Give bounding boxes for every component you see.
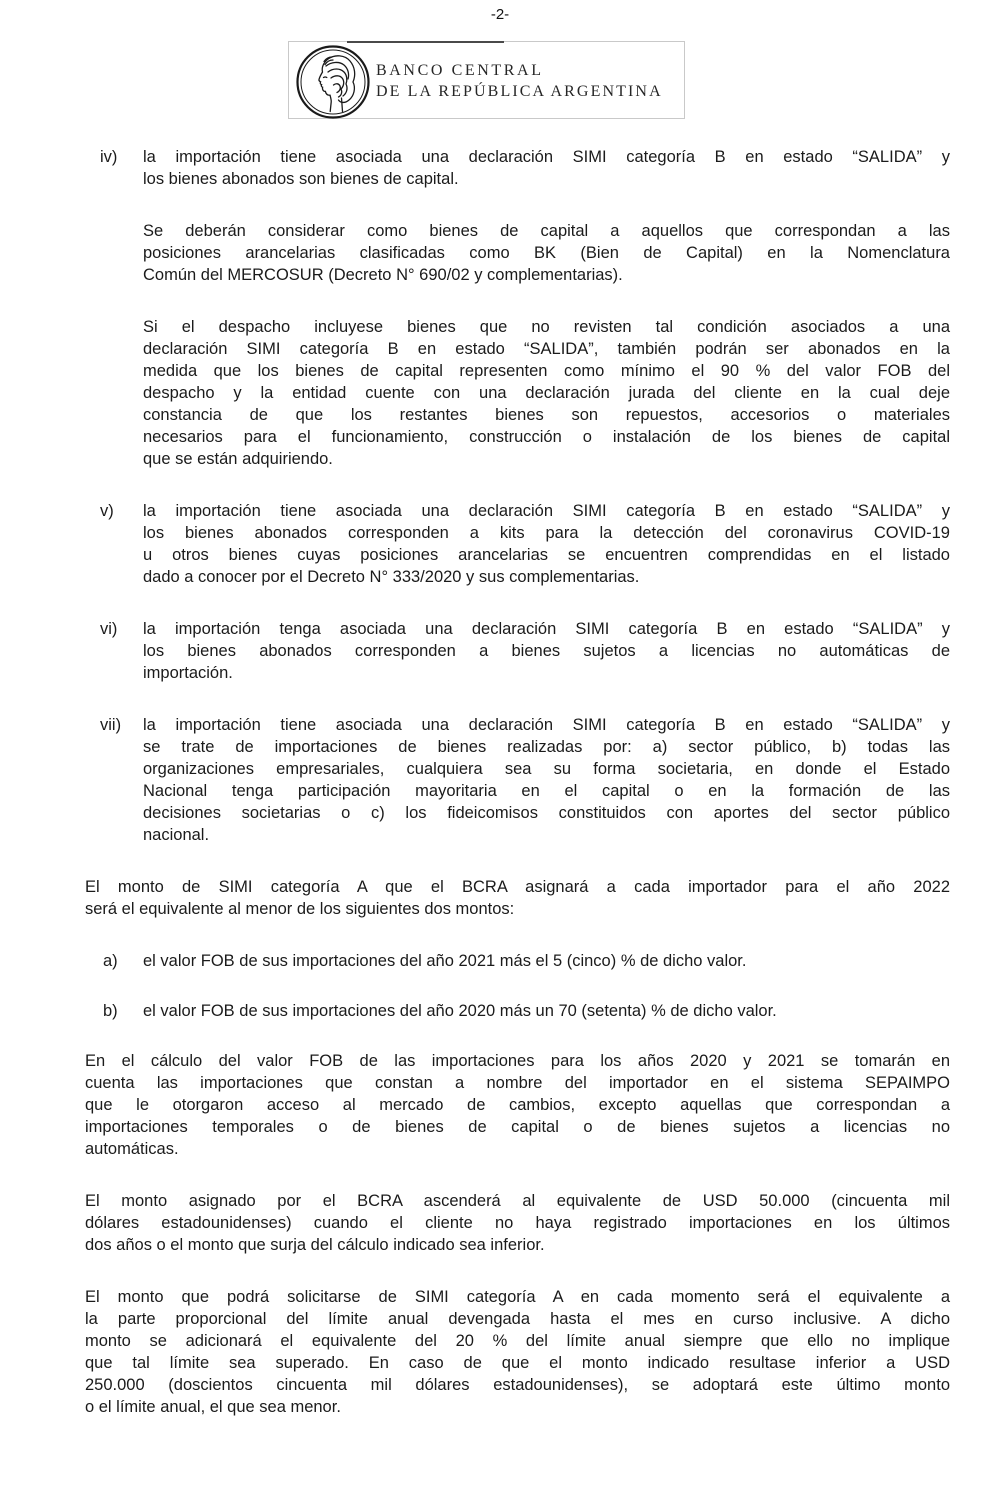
item-label: iv) xyxy=(100,148,118,166)
alpha-item-a xyxy=(85,950,950,972)
paragraph-monto-solicitable: El monto que podrá solicitarse de SIMI categoría A en cada momento será el equivalente a la parte proporcional del límite anual devengada hasta el mes en curso inclusive. A dicho monto se adicionará el equivalente del 20 % del límite anual siempre que ello no implique que tal límite sea superado. En caso de que el monto indicado resultase inferior a USD 250.000 (doscientos cincuenta mil dólares estadounidenses), se adoptará este último monto o el límite anual, el que sea menor. xyxy=(85,1288,950,1416)
item-text xyxy=(143,714,950,846)
item-text: el valor FOB de sus importaciones del año 2020 más un 70 (setenta) % de dicho valor. xyxy=(143,1002,777,1020)
logo-top-rule xyxy=(347,41,504,43)
item-text: el valor FOB de sus importaciones del año 2021 más el 5 (cinco) % de dicho valor. xyxy=(143,952,747,970)
item-text xyxy=(143,146,950,470)
paragraph-intro: El monto de SIMI categoría A que el BCRA asignará a cada importador para el año 2022 será el equivalente al menor de los siguientes dos montos: xyxy=(85,878,950,918)
item-label: a) xyxy=(103,952,118,970)
item-label: vi) xyxy=(100,620,118,638)
logo-title-line1: BANCO CENTRAL xyxy=(376,62,544,79)
page-number: -2- xyxy=(490,6,510,23)
paragraph: Si el despacho incluyese bienes que no revisten tal condición asociados a una declaración SIMI categoría B en estado “SALIDA”, también podrán ser abonados en la medida que los bienes de capital representen como mínimo el 90 % del valor FOB del despacho y la entidad cuente con una declaración jurada del cliente en la cual deje constancia de que los restantes bienes son repuestos, accesorios o materiales necesarios para el funcionamiento, construcción o instalación de los bienes de capital que se están adquiriendo. xyxy=(143,318,950,468)
paragraph: la importación tiene asociada una declaración SIMI categoría B en estado “SALIDA” y los bienes abonados corresponden a kits para la detección del coronavirus COVID-19 u otros bienes cuyas posiciones arancelarias se encuentren comprendidas en el listado dado a conocer por el Decreto N° 333/2020 y sus complementarias. xyxy=(143,502,950,586)
item-label: vii) xyxy=(100,716,122,734)
paragraph: la importación tiene asociada una declaración SIMI categoría B en estado “SALIDA” y se trate de importaciones de bienes realizadas por: a) sector público, b) todas las organizaciones empresariales, cualquiera sea su forma societaria, en donde el Estado Nacional tenga participación mayoritaria en el capital o en la formación de las decisiones societarias o c) los fideicomisos constituidos con aportes del sector público nacional. xyxy=(143,716,950,844)
logo-title-line2: DE LA REPÚBLICA ARGENTINA xyxy=(376,83,663,100)
roman-item-iv xyxy=(85,146,950,470)
paragraph-monto-asignado: El monto asignado por el BCRA ascenderá al equivalente de USD 50.000 (cincuenta mil dólares estadounidenses) cuando el cliente no haya registrado importaciones en los últimos dos años o el monto que surja del cálculo indicado sea inferior. xyxy=(85,1192,950,1254)
roman-item-vii xyxy=(85,714,950,846)
paragraph: la importación tenga asociada una declaración SIMI categoría B en estado “SALIDA” y los bienes abonados corresponden a bienes sujetos a licencias no automáticas de importación. xyxy=(143,620,950,682)
paragraph: la importación tiene asociada una declaración SIMI categoría B en estado “SALIDA” y los bienes abonados son bienes de capital. xyxy=(143,148,950,188)
roman-item-v xyxy=(85,500,950,588)
bcra-logo xyxy=(288,41,685,119)
roman-item-vi xyxy=(85,618,950,684)
paragraph: Se deberán considerar como bienes de capital a aquellos que correspondan a las posiciones arancelarias clasificadas como BK (Bien de Capital) en la Nomenclatura Común del MERCOSUR (Decreto N° 690/02 y complementarias). xyxy=(143,222,950,284)
item-text xyxy=(143,618,950,684)
logo-wordmark xyxy=(376,60,663,102)
liberty-head-icon xyxy=(295,44,371,120)
document-body xyxy=(85,146,950,1418)
paragraph-calculo: En el cálculo del valor FOB de las importaciones para los años 2020 y 2021 se tomarán en cuenta las importaciones que constan a nombre del importador en el sistema SEPAIMPO que le otorgaron acceso al mercado de cambios, excepto aquellas que correspondan a importaciones temporales o de bienes de capital o de bienes sujetos a licencias no automáticas. xyxy=(85,1052,950,1158)
item-text xyxy=(143,500,950,588)
item-label: b) xyxy=(103,1002,118,1020)
alpha-item-b xyxy=(85,1000,950,1022)
item-label: v) xyxy=(100,502,114,520)
